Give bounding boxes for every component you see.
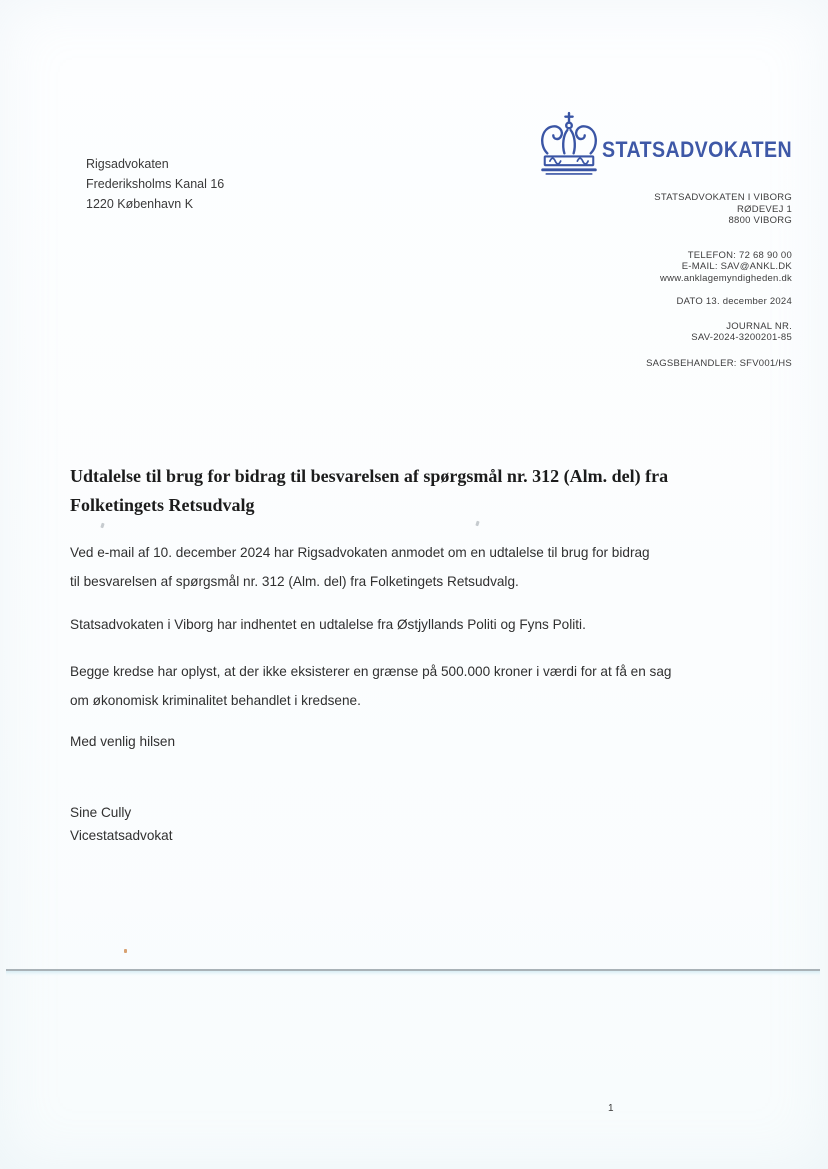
letter-title-line: Folketingets Retsudvalg: [70, 495, 255, 515]
caseworker-line: SAGSBEHANDLER: SFV001/HS: [646, 357, 792, 369]
scan-line-artifact: [6, 969, 820, 971]
scan-speck-artifact: [475, 521, 479, 527]
scan-speck-artifact: [100, 523, 104, 529]
journal-number: SAV-2024-3200201-85: [691, 332, 792, 343]
sender-email: E-MAIL: SAV@ANKL.DK: [681, 261, 792, 272]
date-line: DATO 13. december 2024: [676, 296, 792, 307]
scan-speck-artifact: [124, 949, 127, 953]
sender-website: www.anklagemyndigheden.dk: [660, 272, 792, 284]
paragraph-line: Begge kredse har oplyst, at der ikke eksisterer en grænse på 500.000 kroner i værdi for at få en sag: [70, 664, 672, 679]
crown-icon: [538, 111, 600, 180]
letter-title: [70, 462, 668, 520]
paragraph-line: Ved e-mail af 10. december 2024 har Rigsadvokaten anmodet om en udtalelse til brug for bidrag: [70, 545, 650, 560]
paragraph-line: om økonomisk kriminalitet behandlet i kredsene.: [70, 693, 361, 708]
paragraph-line: Statsadvokaten i Viborg har indhentet en udtalelse fra Østjyllands Politi og Fyns Politi.: [70, 617, 586, 632]
sender-office-city: 8800 VIBORG: [728, 215, 792, 226]
recipient-name: Rigsadvokaten: [86, 157, 169, 171]
paragraph-consultation: [70, 610, 586, 639]
recipient-city: 1220 København K: [86, 197, 194, 211]
logo-wordmark: STATSADVOKATEN: [602, 137, 793, 162]
recipient-street: Frederiksholms Kanal 16: [86, 177, 225, 191]
letter-title-line: Udtalelse til brug for bidrag til besvarelsen af spørgsmål nr. 312 (Alm. del) fra: [70, 466, 669, 486]
page-number: 1: [608, 1103, 614, 1114]
signature-block: [70, 801, 173, 847]
sender-office-street: RØDEVEJ 1: [736, 203, 792, 215]
journal-number-block: [646, 321, 792, 344]
recipient-address-block: [86, 154, 224, 214]
closing-salutation: Med venlig hilsen: [70, 734, 176, 749]
sender-info-block: [646, 192, 792, 369]
signature-name: Sine Cully: [70, 805, 132, 820]
sender-contact-info: [646, 250, 792, 285]
journal-label: JOURNAL NR.: [726, 320, 792, 332]
signature-title: Vicestatsadvokat: [70, 828, 173, 843]
sender-office-address: [646, 192, 792, 227]
sender-office-name: STATSADVOKATEN I VIBORG: [654, 192, 792, 203]
paragraph-statement: [70, 657, 671, 715]
sender-phone: TELEFON: 72 68 90 00: [687, 249, 792, 261]
paragraph-line: til besvarelsen af spørgsmål nr. 312 (Alm. del) fra Folketingets Retsudvalg.: [70, 574, 519, 589]
paragraph-request: [70, 538, 650, 596]
